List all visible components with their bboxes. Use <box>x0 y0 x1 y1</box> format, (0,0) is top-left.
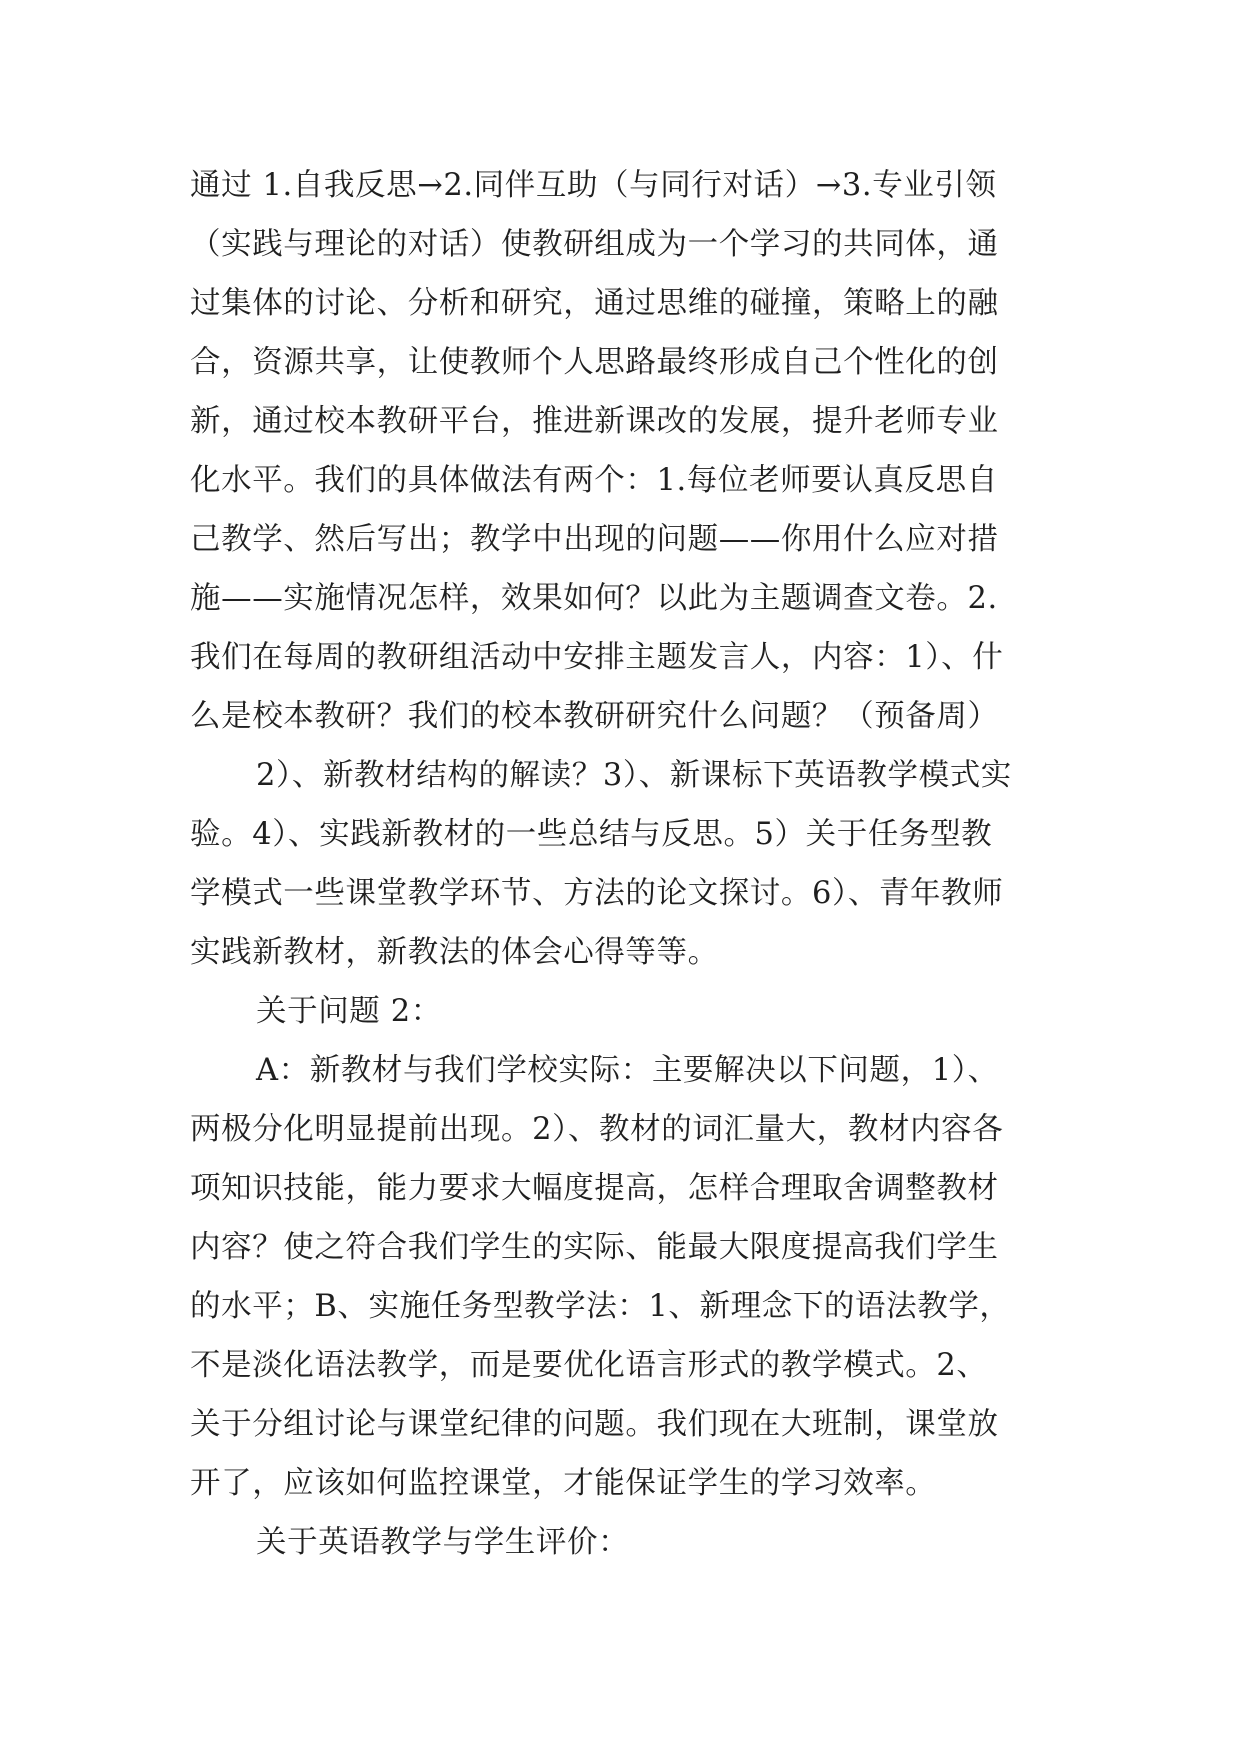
text-line: 合，资源共享，让使教师个人思路最终形成自己个性化的创 <box>190 345 999 380</box>
text-line: 己教学、然后写出；教学中出现的问题——你用什么应对措 <box>190 522 999 557</box>
text-line: 关于分组讨论与课堂纪律的问题。我们现在大班制，课堂放 <box>190 1407 999 1442</box>
text-line: 项知识技能，能力要求大幅度提高，怎样合理取舍调整教材 <box>190 1171 999 1206</box>
text-line: 验。4）、实践新教材的一些总结与反思。5）关于任务型教 <box>190 817 993 852</box>
section-heading: 关于问题 2： <box>256 994 442 1029</box>
text-line: 学模式一些课堂教学环节、方法的论文探讨。6）、青年教师 <box>190 876 1004 911</box>
text-line: 实践新教材，新教法的体会心得等等。 <box>190 935 719 970</box>
text-line: 2）、新教材结构的解读？3）、新课标下英语教学模式实 <box>256 758 1012 793</box>
text-line: （实践与理论的对话）使教研组成为一个学习的共同体，通 <box>190 227 999 262</box>
section-heading: 关于英语教学与学生评价： <box>256 1525 630 1560</box>
text-line: 通过 1.自我反思→2.同伴互助（与同行对话）→3.专业引领 <box>190 168 997 203</box>
text-line: 施——实施情况怎样，效果如何？以此为主题调查文卷。2. <box>190 581 998 616</box>
text-line: 化水平。我们的具体做法有两个：1.每位老师要认真反思自 <box>190 463 998 498</box>
text-line: A：新教材与我们学校实际：主要解决以下问题，1）、 <box>256 1053 999 1088</box>
text-line: 我们在每周的教研组活动中安排主题发言人，内容：1）、什 <box>190 640 1004 675</box>
text-line: 过集体的讨论、分析和研究，通过思维的碰撞，策略上的融 <box>190 286 999 321</box>
text-line: 内容？使之符合我们学生的实际、能最大限度提高我们学生 <box>190 1230 999 1265</box>
text-line: 两极分化明显提前出现。2）、教材的词汇量大，教材内容各 <box>190 1112 1004 1147</box>
text-line: 么是校本教研？我们的校本教研研究什么问题？（预备周） <box>190 699 999 734</box>
text-line: 开了，应该如何监控课堂，才能保证学生的学习效率。 <box>190 1466 937 1501</box>
text-line: 不是淡化语法教学，而是要优化语言形式的教学模式。2、 <box>190 1348 988 1383</box>
text-line: 新，通过校本教研平台，推进新课改的发展，提升老师专业 <box>190 404 999 439</box>
text-line: 的水平；B、实施任务型教学法：1、新理念下的语法教学， <box>190 1289 1011 1324</box>
